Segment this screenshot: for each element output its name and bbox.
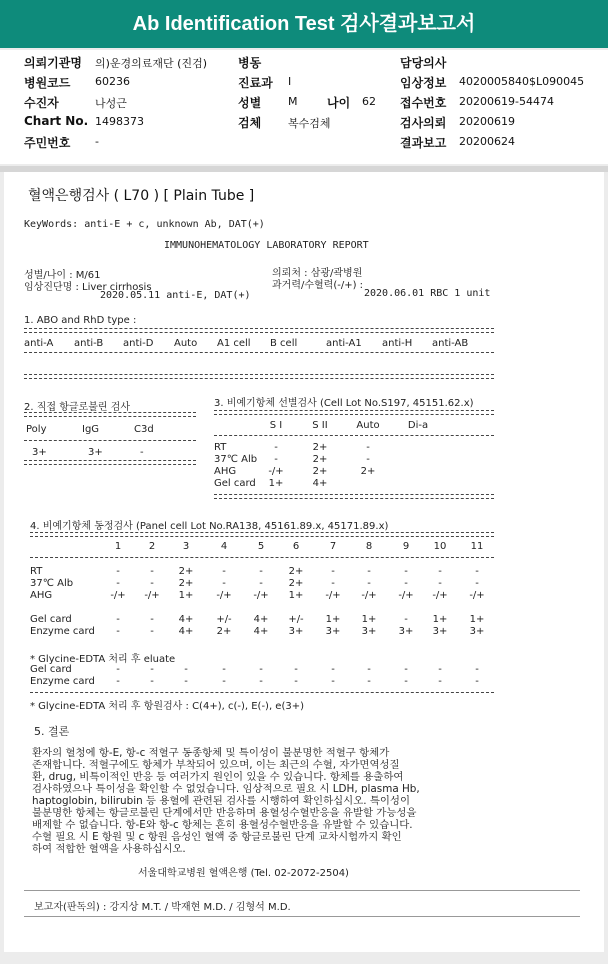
dat-value-cell: 3+ [32,447,47,458]
panel-cell: 3+ [325,626,341,637]
panel-cell: -/+ [469,590,485,601]
dat-header-cell: C3d [134,424,154,435]
age-value: 62 [362,95,376,108]
eluate-cell: - [222,676,226,687]
abo-header-cell: anti-D [123,338,154,349]
chart-value: 1498373 [95,115,144,128]
examinee-value: 나성근 [95,97,127,110]
panel-cell: 3+ [432,626,448,637]
panel-cell: 3+ [398,626,414,637]
panel-header-cell: 10 [433,541,447,552]
panel-header-cell: 6 [292,541,300,552]
panel-cell: - [331,566,335,577]
panel-header-cell: 8 [365,541,373,552]
eluate-cell: - [404,664,408,675]
panel-cell: - [367,566,371,577]
eluate-cell: - [367,676,371,687]
panel-cell: -/+ [253,590,269,601]
panel-cell: 1+ [469,614,485,625]
panel-row-label: AHG [30,590,53,601]
panel-cell: - [404,566,408,577]
panel-cell: -/+ [432,590,448,601]
dept-value: I [288,75,292,88]
panel-cell: - [150,566,154,577]
lab-title: IMMUNOHEMATOLOGY LABORATORY REPORT [164,240,369,251]
patient-info [0,50,608,164]
separator [24,352,494,353]
eluate-cell: - [475,664,479,675]
screen-header-cell: S I [269,420,283,431]
dept-label: 진료과 [238,76,273,90]
eluate-cell: - [367,664,371,675]
screen-row-label: Gel card [214,478,256,489]
screen-section-title: 3. 비예기항체 선별검사 (Cell Lot No.S197, 45151.62.x) [214,398,474,409]
receipt-value: 20200619-54474 [459,95,554,108]
screen-cell: 2+ [312,442,328,453]
eluate-cell: - [222,664,226,675]
screen-header-cell: Auto [356,420,380,431]
panel-header-cell: 2 [148,541,156,552]
sex-label: 성별 [238,96,262,110]
panel-header-cell: 9 [402,541,410,552]
sex-age: 성별/나이 : M/61 [24,270,101,281]
abo-header-cell: anti-H [382,338,413,349]
eluate-cell: - [116,676,120,687]
screen-cell: 2+ [312,454,328,465]
chart-label: Chart No. [24,114,89,128]
panel-cell: - [438,566,442,577]
separator [30,557,494,558]
conclusion-line: 존재합니다. 적혈구에도 항체가 부착되어 있으며, 이는 최근의 수혈, 자가면역성질 [32,759,400,771]
abo-header-cell: anti-A1 [326,338,362,349]
separator [214,435,494,436]
specimen-value: 복수검체 [288,117,331,130]
clinical-info-value: 4020005840$L090045 [459,75,585,88]
request-date-label: 검사의뢰 [400,116,447,130]
resident-label: 주민번호 [24,136,71,150]
panel-cell: 1+ [432,614,448,625]
conclusion-line: haptoglobin, bilirubin 등 용혈에 관련된 검사를 시행하여 확인하십시오. 특이성이 [32,795,410,807]
panel-cell: 3+ [361,626,377,637]
panel-cell: - [259,578,263,589]
eluate-row-label: Enzyme card [30,676,95,687]
panel-cell: 2+ [288,578,304,589]
conclusion-line: 검사하였으나 특이성을 확인할 수 없었습니다. 임상적으로 필요 시 LDH, plasma Hb, [32,783,420,795]
report-date-label: 결과보고 [400,136,447,150]
eluate-cell: - [184,676,188,687]
receipt-label: 접수번호 [400,96,447,110]
panel-cell: - [150,614,154,625]
eluate-cell: - [259,664,263,675]
panel-cell: 4+ [178,626,194,637]
panel-cell: -/+ [110,590,126,601]
panel-cell: -/+ [216,590,232,601]
panel-cell: - [116,614,120,625]
screen-cell: - [366,442,370,453]
panel-cell: +/- [288,614,304,625]
panel-cell: - [259,566,263,577]
abo-section-title: 1. ABO and RhD type : [24,315,137,326]
panel-cell: - [222,578,226,589]
panel-cell: - [331,578,335,589]
screen-cell: - [274,442,278,453]
separator [30,692,494,693]
panel-cell: - [475,578,479,589]
lab-report [4,172,604,952]
panel-cell: 4+ [253,626,269,637]
eluate-cell: - [150,664,154,675]
dat-header-cell: IgG [82,424,100,435]
panel-cell: 3+ [288,626,304,637]
eluate-cell: - [184,664,188,675]
screen-header-cell: Di-a [407,420,429,431]
conclusion-title: 5. 결론 [34,725,70,738]
panel-cell: 2+ [216,626,232,637]
panel-cell: 3+ [469,626,485,637]
screen-header-cell: S II [312,420,328,431]
doctor-label: 담당의사 [400,56,447,70]
eluate-row-label: Gel card [30,664,72,675]
screen-cell: 1+ [268,478,284,489]
panel-cell: - [116,566,120,577]
separator [24,374,494,379]
separator [214,494,494,499]
panel-cell: 2+ [178,566,194,577]
separator [24,412,196,417]
eluate-cell: - [294,676,298,687]
eluate-cell: - [438,664,442,675]
eluate-title: * Glycine-EDTA 처리 후 eluate [30,654,176,665]
panel-cell: - [404,578,408,589]
panel-header-cell: 7 [329,541,337,552]
diagnosis: 임상진단명 : Liver cirrhosis [24,282,152,293]
abo-header-cell: anti-AB [432,338,469,349]
dat-value-cell: 3+ [88,447,103,458]
separator [24,328,494,333]
report-date-value: 20200624 [459,135,515,148]
separator [24,916,580,917]
hospital-code-label: 병원코드 [24,76,71,90]
panel-cell: 4+ [253,614,269,625]
panel-cell: 1+ [288,590,304,601]
panel-cell: -/+ [361,590,377,601]
abo-header-cell: B cell [270,338,298,349]
panel-row-label: Gel card [30,614,72,625]
panel-cell: - [150,626,154,637]
ward-label: 병동 [238,56,262,70]
screen-cell: 2+ [360,466,376,477]
eluate-cell: - [331,664,335,675]
panel-cell: -/+ [325,590,341,601]
conclusion-line: 하여 적합한 혈액을 사용하십시오. [32,843,186,855]
age-label: 나이 [327,96,351,110]
panel-cell: -/+ [144,590,160,601]
panel-cell: - [150,578,154,589]
specimen-label: 검체 [238,116,262,130]
abo-header-cell: anti-A [24,338,54,349]
antigen-test: * Glycine-EDTA 처리 후 항원검사 : C(4+), c(-), E(-), e(3+) [30,701,305,712]
history: 과거력/수혈력(-/+) : [272,280,364,291]
panel-cell: 1+ [178,590,194,601]
eluate-cell: - [116,664,120,675]
screen-row-label: RT [214,442,227,453]
conclusion-line: 수혈 필요 시 E 항원 및 c 항원 음성인 혈액 중 항글로불린 단계 교차시험까지 확인 [32,831,402,843]
screen-cell: - [274,454,278,465]
panel-cell: 2+ [288,566,304,577]
conclusion-line: 환, drug, 비특이적인 반응 등 여러가지 원인이 있을 수 있습니다. 항체를 용출하여 [32,771,404,783]
request-date-value: 20200619 [459,115,515,128]
panel-cell: - [116,578,120,589]
panel-header-cell: 1 [114,541,122,552]
panel-cell: - [116,626,120,637]
clinical-info-label: 임상정보 [400,76,447,90]
screen-cell: -/+ [268,466,284,477]
panel-cell: - [438,578,442,589]
screen-cell: 4+ [312,478,328,489]
abo-header-cell: anti-B [74,338,104,349]
abo-header-cell: Auto [174,338,198,349]
eluate-cell: - [331,676,335,687]
eluate-cell: - [475,676,479,687]
institution-value: 의)운경의료재단 (진검) [95,57,208,70]
separator [24,440,196,441]
dat-section-title: 2. 직접 항글로불린 검사 [24,402,131,413]
screen-row-label: 37℃ Alb [214,454,258,465]
panel-cell: 4+ [178,614,194,625]
panel-row-label: Enzyme card [30,626,95,637]
eluate-cell: - [259,676,263,687]
diagnosis-note: 2020.05.11 anti-E, DAT(+) [100,290,251,301]
eluate-cell: - [438,676,442,687]
screen-row-label: AHG [214,466,237,477]
history-note: 2020.06.01 RBC 1 unit [364,288,491,299]
panel-header-cell: 5 [257,541,265,552]
panel-header-cell: 11 [470,541,484,552]
report-title: Ab Identification Test 검사결과보고서 [0,0,608,48]
dat-value-cell: - [140,447,144,458]
conclusion-line: 불분명한 항체는 항글로불린 단계에서만 반응하며 용혈성수혈반응을 유발할 가능성을 [32,807,417,819]
report-heading: 혈액은행검사 ( L70 ) [ Plain Tube ] [28,188,255,204]
panel-row-label: 37℃ Alb [30,578,74,589]
eluate-cell: - [294,664,298,675]
panel-header-cell: 3 [182,541,190,552]
separator [24,460,196,465]
panel-cell: - [222,566,226,577]
panel-cell: -/+ [398,590,414,601]
resident-value: - [95,135,99,148]
panel-section-title: 4. 비예기항체 동정검사 (Panel cell Lot No.RA138, 45161.89.x, 45171.89.x) [30,521,389,532]
separator [30,532,494,537]
screen-cell: - [366,454,370,465]
dat-header-cell: Poly [26,424,47,435]
institution-label: 의뢰기관명 [24,56,82,70]
keywords: KeyWords: anti-E + c, unknown Ab, DAT(+) [24,219,265,230]
panel-row-label: RT [30,566,43,577]
panel-cell: 2+ [178,578,194,589]
abo-header-cell: A1 cell [217,338,251,349]
sex-value: M [288,95,298,108]
conclusion-line: 환자의 혈청에 항-E, 항-c 적혈구 동종항체 및 특이성이 불분명한 적혈구 항체가 [32,747,390,759]
eluate-cell: - [150,676,154,687]
separator [24,890,580,891]
hospital-code-value: 60236 [95,75,130,88]
panel-cell: 1+ [325,614,341,625]
panel-cell: +/- [216,614,232,625]
panel-cell: - [367,578,371,589]
screen-cell: 2+ [312,466,328,477]
panel-cell: 1+ [361,614,377,625]
examinee-label: 수진자 [24,96,59,110]
hospital-line: 서울대학교병원 혈액은행 (Tel. 02-2072-2504) [138,868,349,879]
panel-cell: - [404,614,408,625]
requester: 의뢰처 : 삼광/곽병원 [272,268,363,279]
conclusion-line: 배제할 수 없습니다. 항-E와 항-c 항체는 흔히 용혈성수혈반응을 유발할 수 있습니다. [32,819,413,831]
panel-cell: - [475,566,479,577]
eluate-cell: - [404,676,408,687]
separator [214,410,494,415]
panel-header-cell: 4 [220,541,228,552]
reporter-line: 보고자(판독의) : 강지상 M.T. / 박재현 M.D. / 김형석 M.D. [34,902,291,913]
